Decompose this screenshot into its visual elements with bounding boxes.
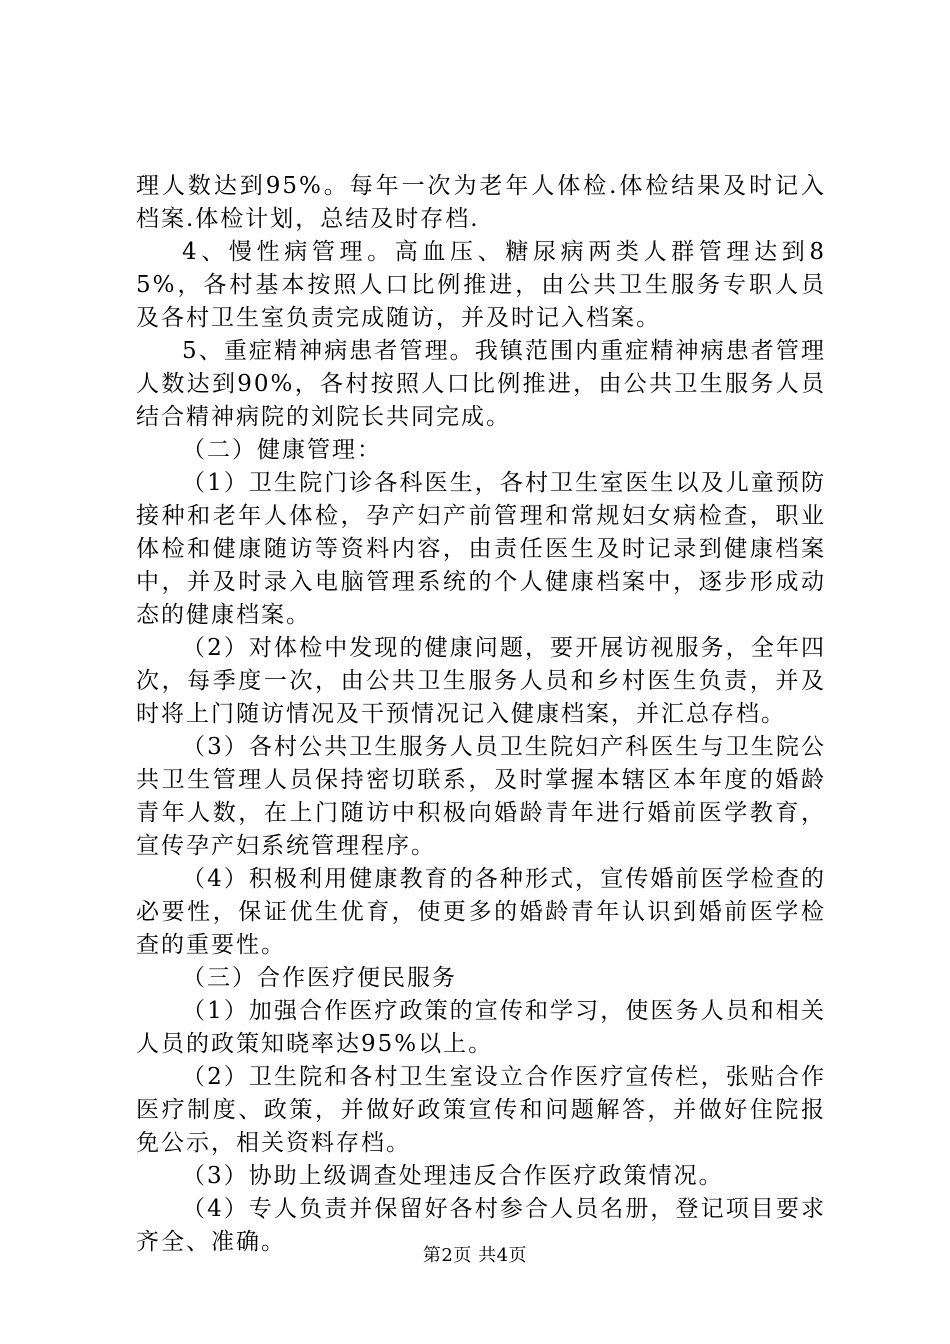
paragraph: （3）各村公共卫生服务人员卫生院妇产科医生与卫生院公共卫生管理人员保持密切联系，及时掌握本辖区本年度的婚龄青年人数，在上门随访中积极向婚龄青年进行婚前医学教育，宣传孕产妇系统管理程序。: [136, 734, 826, 859]
paragraph: （3）协助上级调查处理违反合作医疗政策情况。: [182, 1163, 724, 1189]
paragraph: 理人数达到95%。每年一次为老年人体检.体检结果及时记入档案.体检计划，总结及时存档.: [136, 173, 826, 232]
section-heading: （三）合作医疗便民服务: [182, 965, 457, 991]
paragraph: （1）卫生院门诊各科医生，各村卫生室医生以及儿童预防接种和老年人体检，孕产妇产前管理和常规妇女病检查，职业体检和健康随访等资料内容，由责任医生及时记录到健康档案中，并及时录入电脑管理系统的个人健康档案中，逐步形成动态的健康档案。: [136, 470, 826, 628]
paragraph: （4）积极利用健康教育的各种形式，宣传婚前医学检查的必要性，保证优生优育，使更多的婚龄青年认识到婚前医学检查的重要性。: [136, 866, 826, 958]
section-heading: （二）健康管理：: [182, 437, 382, 463]
document-body: [136, 170, 826, 1259]
paragraph: （4）专人负责并保留好各村参合人员名册，登记项目要求齐全、准确。: [136, 1196, 826, 1255]
paragraph: （2）对体检中发现的健康问题，要开展访视服务，全年四次，每季度一次，由公共卫生服务人员和乡村医生负责，并及时将上门随访情况及干预情况记入健康档案，并汇总存档。: [136, 635, 826, 727]
paragraph: 5、重症精神病患者管理。我镇范围内重症精神病患者管理人数达到90%，各村按照人口比例推进，由公共卫生服务人员结合精神病院的刘院长共同完成。: [136, 338, 826, 430]
page-number-footer: 第2页 共4页: [422, 1245, 528, 1266]
paragraph: （2）卫生院和各村卫生室设立合作医疗宣传栏，张贴合作医疗制度、政策，并做好政策宣传和问题解答，并做好住院报免公示，相关资料存档。: [136, 1064, 826, 1156]
paragraph: 4、慢性病管理。高血压、糖尿病两类人群管理达到85%，各村基本按照人口比例推进，由公共卫生服务专职人员及各村卫生室负责完成随访，并及时记入档案。: [136, 239, 826, 331]
paragraph: （1）加强合作医疗政策的宣传和学习，使医务人员和相关人员的政策知晓率达95%以上。: [136, 998, 826, 1057]
